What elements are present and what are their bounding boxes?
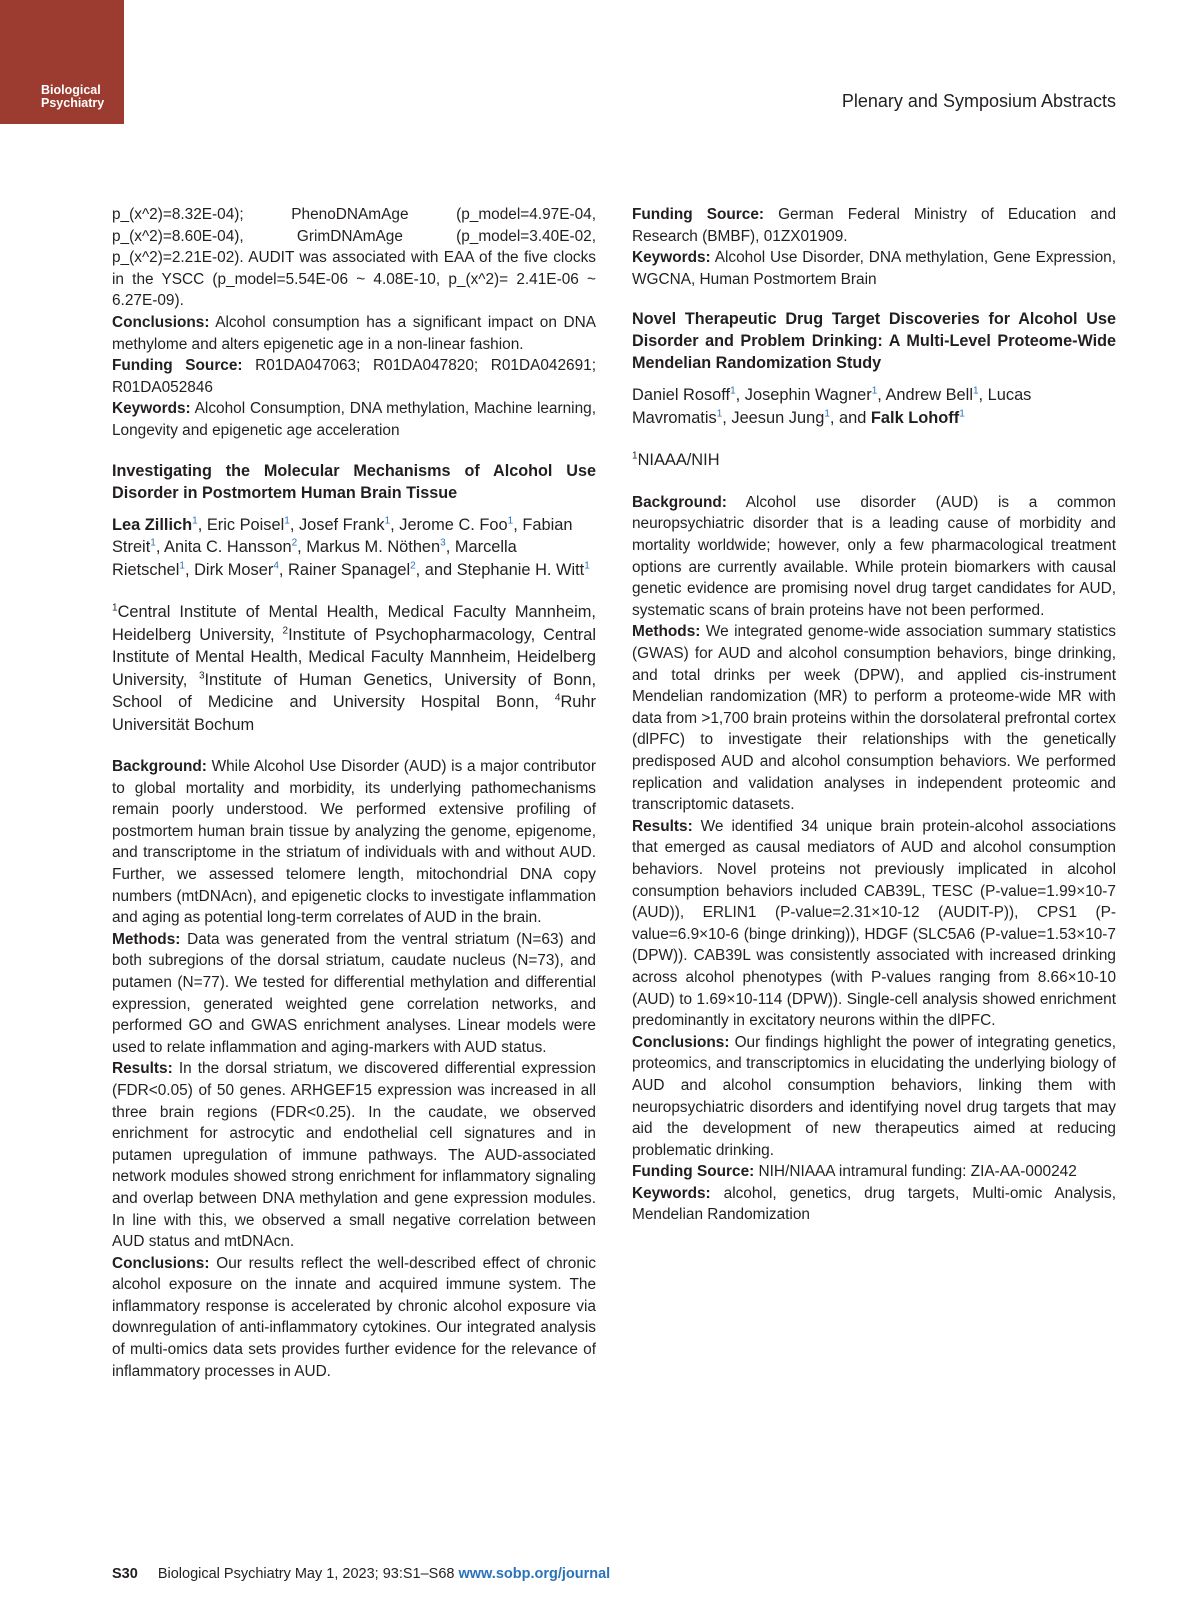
section-label: Results: [112,1060,173,1078]
author-affil-ref: 1 [959,408,965,420]
section-text: While Alcohol Use Disorder (AUD) is a major contributor to global mortality and morbidity, its underlying pathomechanisms remain poorly understood. We performed extensive profiling of postmortem human brain tissue by analyzing the genome, epigenome, and transcriptome in the striatum of individuals with and without AUD. Further, we assessed telomere length, mitochondrial DNA copy numbers (mtDNAcn), and epigenetic clocks to investigate inflammation and aging as potential long-term correlates of AUD in the brain. [112,758,596,927]
abstract2-keywords [632,247,1116,290]
author-affil-ref: 3 [440,537,446,549]
section-label: Keywords: [112,400,191,418]
page-number: S30 [112,1566,138,1582]
abstract3-background [632,492,1116,622]
section-label: Methods: [632,623,701,641]
section-text: In the dorsal striatum, we discovered differential expression (FDR<0.05) of 50 genes. ARHGEF15 expression was increased in all three brain regions (FDR<0.25). In the caudate, we observed enrichment for astrocytic and endothelial cell signatures and in putamen upregulation of immune pathways. The AUD-associated network modules showed strong enrichment for inflammatory signaling and overlap between DNA methylation and gene expression modules. In line with this, we observed a small negative correlation between AUD status and mtDNAcn. [112,1060,596,1251]
abstract3-title: Novel Therapeutic Drug Target Discoveries for Alcohol Use Disorder and Problem Drinking: A Multi-Level Proteome-Wide Mendelian Randomization Study [632,310,1116,373]
abstract2-conclusions [112,1253,596,1383]
author-name: Daniel Rosoff [632,386,731,405]
abstract1-conclusions [112,312,596,355]
section-text: R01DA047063; R01DA047820; R01DA042691; R01DA052846 [112,357,596,396]
author-name: Marcella Rietschel [112,538,517,579]
abstract3-affiliations [632,449,1116,472]
affil-sup: 2 [282,625,289,637]
abstract2-title: Investigating the Molecular Mechanisms of Alcohol Use Disorder in Postmortem Human Brain Tissue [112,461,596,502]
affil-sup: 3 [198,670,205,682]
abstract2-affiliations [112,601,596,736]
author-affil-ref: 1 [284,515,290,527]
author-name: Eric Poisel [206,515,285,534]
abstract3-methods [632,621,1116,815]
affil-text: Central Institute of Mental Health, Medical Faculty Mannheim, Heidelberg University, [112,603,596,644]
section-label: Background: [632,493,727,511]
author-name: Lucas Mavromatis [632,386,1032,427]
section-label: Funding Source: [112,357,243,375]
section-text: Alcohol Consumption, DNA methylation, Machine learning, Longevity and epigenetic age acceleration [112,400,596,439]
affil-text: Ruhr Universität Bochum [112,693,596,734]
citation: Biological Psychiatry May 1, 2023; 93:S1–S68 [157,1566,459,1582]
left-column [112,204,596,1382]
abstract2-methods [112,929,596,1059]
author-affil-ref: 1 [871,385,878,397]
section-text: Our results reflect the well-described effect of chronic alcohol exposure on the innate and acquired immune system. The inflammatory response is accelerated by chronic alcohol exposure via downregulation of anti-inflammatory cytokines. Our integrated analysis of multi-omics data sets provides further evidence for the relevance of inflammatory processes in AUD. [112,1254,596,1380]
author-name: Lea Zillich [112,515,193,534]
section-label: Background: [112,758,207,776]
journal-tab [0,0,124,124]
author-name: Josef Frank [298,515,385,534]
section-text: We integrated genome-wide association summary statistics (GWAS) for AUD and alcohol consumption behaviors, binge drinking, and total drinks per week (DPW), and applied cis-instrument Mendelian randomization (MR) to perform a proteome-wide MR with data from >1,700 brain proteins within the dorsolateral prefrontal cortex (dlPFC) to investigate their relationships with the genetically predisposed AUD and alcohol consumption behaviors. We performed replication and validation analyses in independent proteomic and transcriptomic datasets. [632,623,1116,814]
affil-text: Institute of Psychopharmacology, Central Institute of Mental Health, Medical Faculty Mannheim, Heidelberg University, [112,625,596,689]
abstract2-results [112,1058,596,1252]
author-name: Dirk Moser [194,560,274,579]
author-name: Markus M. Nöthen [306,538,441,557]
author-name: Fabian Streit [112,515,573,557]
affil-text: NIAAA/NIH [637,451,720,470]
journal-name-line2: Psychiatry [41,96,105,110]
section-text: German Federal Ministry of Education and Research (BMBF), 01ZX01909. [632,206,1116,245]
author-affil-ref: 1 [192,515,198,527]
author-affil-ref: 2 [291,537,298,549]
abstract1-continued: p_(x^2)=8.32E-04); PhenoDNAmAge (p_model=4.97E-04, p_(x^2)=8.60E-04), GrimDNAmAge (p_model=3.40E-02, p_(x^2)=2.21E-02). AUDIT was associated with EAA of the five clocks in the YSCC (p_model=5.54E-06 ~ 4.08E-10, p_(x^2)= 2.41E-06 ~ 6.27E-09). [112,206,596,310]
affil-sup: 4 [554,692,561,704]
running-head: Plenary and Symposium Abstracts [841,91,1116,111]
section-label: Conclusions: [632,1033,730,1051]
section-text: We identified 34 unique brain protein-alcohol associations that emerged as causal mediators of AUD and alcohol consumption behaviors. Novel proteins not previously implicated in alcohol consumption behaviors included CAB39L, TESC (P-value=1.99×10-7 (AUD)), ERLIN1 (P-value=2.31×10-12 (AUDIT-P)), CPS1 (P-value=6.9×10-6 (binge drinking)), HDGF (SLC5A6 (P-value=1.53×10-7 (DPW)). CAB39L was consistently associated with increased drinking across alcohol phenotypes (with P-values ranging from 8.66×10-10 (AUD) to 1.69×10-114 (DPW)). Single-cell analysis showed enrichment predominantly in excitatory neurons within the dlPFC. [632,817,1116,1030]
author-affil-ref: 4 [273,560,279,572]
section-label: Funding Source: [632,206,765,223]
section-label: Methods: [112,930,181,948]
section-label: Keywords: [632,249,711,267]
author-name: Jerome C. Foo [399,515,508,534]
abstract2-funding [632,204,1116,247]
journal-name-line1: Biological [41,83,101,97]
author-affil-ref: 1 [972,385,979,397]
author-affil-ref: 1 [150,537,156,549]
author-affil-ref: 1 [716,408,723,420]
abstract2-authors: Lea Zillich$^1$, Eric Poisel$^1$, Josef Frank$^1$, Jerome C. Foo$^1$, Fabian Streit$^1$, Anita C. Hansson$^2$, Markus M. Nöthen$^3$, Marcella Rietschel$^1$, Dirk Moser$^4$, Rainer Spanagel$^2$, and Stephanie H. Witt$^1$ [112,515,590,579]
section-label: Conclusions: [112,313,210,331]
section-text: alcohol, genetics, drug targets, Multi-omic Analysis, Mendelian Randomization [632,1184,1116,1224]
section-label: Conclusions: [112,1254,210,1272]
abstract3-conclusions [632,1032,1116,1162]
section-text: Alcohol Use Disorder, DNA methylation, Gene Expression, WGCNA, Human Postmortem Brain [632,249,1116,288]
affil-sup: 1 [112,602,118,614]
right-column [632,204,1116,1226]
author-name: Josephin Wagner [744,386,872,405]
author-name: Anita C. Hansson [164,538,292,557]
author-name: Falk Lohoff [870,408,960,427]
abstract2-background [112,756,596,929]
author-affil-ref: 1 [507,515,514,527]
abstract3-funding [632,1161,1116,1183]
author-affil-ref: 1 [584,560,590,572]
author-affil-ref: 2 [410,560,416,572]
section-text: NIH/NIAAA intramural funding: ZIA-AA-000242 [754,1163,1077,1181]
affil-sup: 1 [632,450,638,462]
author-name: Jeesun Jung [731,408,825,427]
author-affil-ref: 1 [179,560,185,572]
journal-name [41,84,104,110]
section-text: Data was generated from the ventral striatum (N=63) and both subregions of the dorsal striatum, caudate nucleus (N=73), and putamen (N=77). We tested for differential methylation and differential expression, generated weighted gene correlation networks, and performed GO and GWAS enrichment analyses. Linear models were used to relate inflammation and aging-markers with AUD status. [112,930,596,1056]
section-label: Results: [632,817,693,835]
abstract3-authors: Daniel Rosoff$^1$, Josephin Wagner$^1$, Andrew Bell$^1$, Lucas Mavromatis$^1$, Jeesun Jung$^1$, and Falk Lohoff$^1$ [632,385,1032,427]
author-affil-ref: 1 [384,515,391,527]
section-text: Our findings highlight the power of integrating genetics, proteomics, and transcriptomics in elucidating the underlying biology of AUD and alcohol consumption behaviors, linking them with neuropsychiatric disorders and identifying novel drug targets that may aid the development of new therapeutics aimed at reducing problematic drinking. [632,1033,1116,1159]
affil-text: Institute of Human Genetics, University of Bonn, School of Medicine and University Hospital Bonn, [112,670,596,712]
author-name: Stephanie H. Witt [456,560,585,579]
abstract1-funding [112,355,596,398]
section-label: Funding Source: [632,1163,755,1181]
abstract1-keywords [112,398,596,441]
author-affil-ref: 1 [824,408,830,420]
section-label: Keywords: [632,1184,711,1202]
abstract3-keywords [632,1183,1116,1226]
abstract3-results [632,816,1116,1032]
author-name: Rainer Spanagel [288,560,411,579]
section-text: Alcohol consumption has a significant impact on DNA methylome and alters epigenetic age in a non-linear fashion. [112,313,596,353]
section-text: Alcohol use disorder (AUD) is a common neuropsychiatric disorder that is a leading cause of morbidity and mortality worldwide; however, only a few pharmacological treatment options are currently available. While protein biomarkers with causal genetic evidence are promising novel drug target candidates for AUD, systematic scans of brain proteins have not been performed. [632,493,1116,619]
author-affil-ref: 1 [730,385,736,397]
page-footer [112,1566,610,1582]
journal-link[interactable]: www.sobp.org/journal [458,1566,611,1582]
author-name: Andrew Bell [885,386,973,405]
